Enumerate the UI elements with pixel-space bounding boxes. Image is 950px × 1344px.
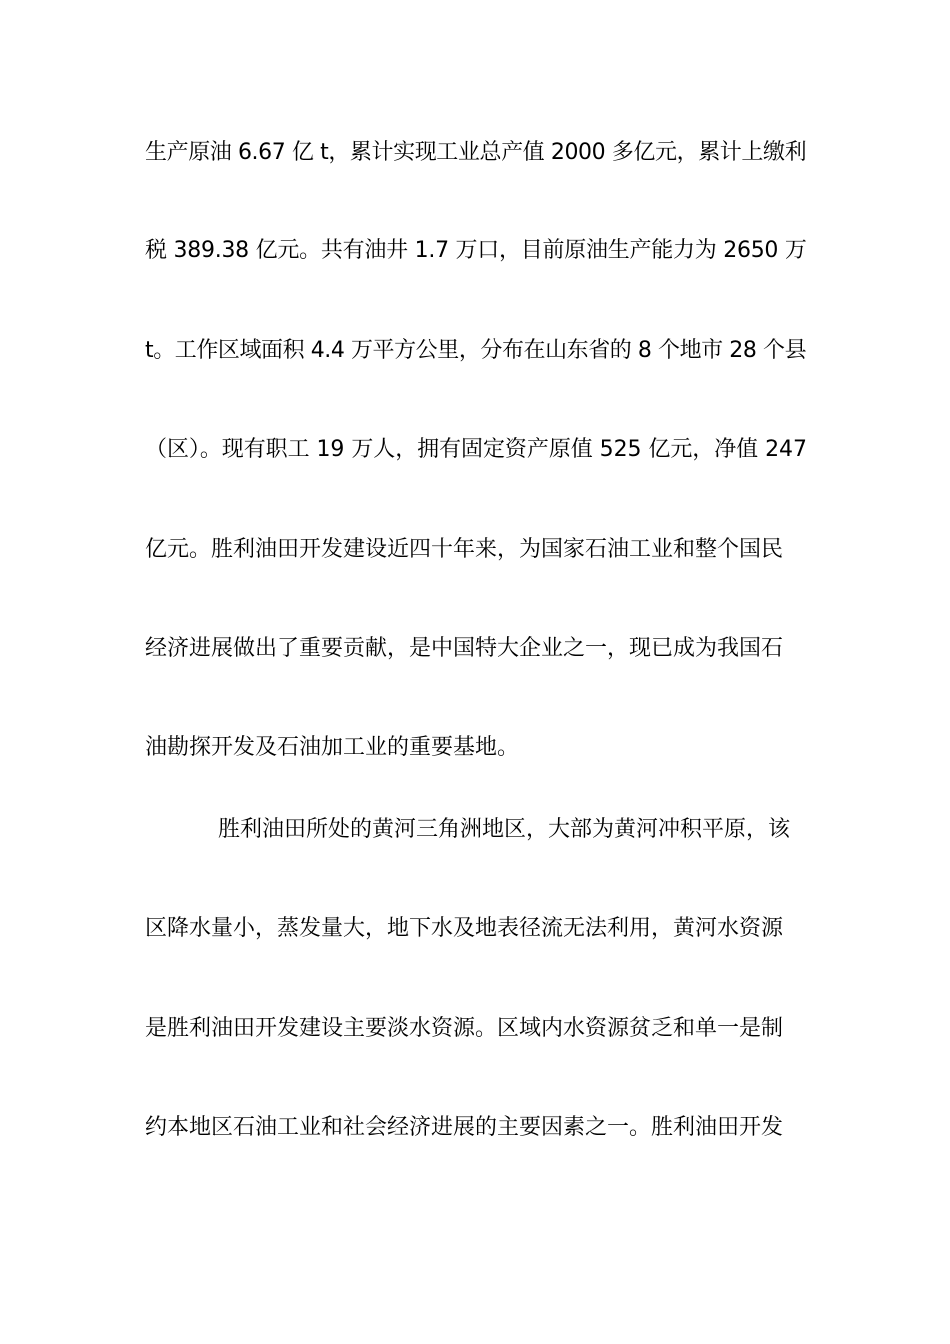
paragraph-1-line-5: 亿元。胜利油田开发建设近四十年来，为国家石油工业和整个国民 xyxy=(145,537,784,562)
paragraph-2-line-3: 是胜利油田开发建设主要淡水资源。区域内水资源贫乏和单一是制 xyxy=(145,1016,784,1041)
paragraph-1-line-7: 油勘探开发及石油加工业的重要基地。 xyxy=(145,735,520,760)
paragraph-1-line-3: t。工作区域面积 4.4 万平方公里，分布在山东省的 8 个地市 28 个县 xyxy=(145,338,807,363)
paragraph-1-line-6: 经济进展做出了重要贡献，是中国特大企业之一，现已成为我国石 xyxy=(145,636,784,661)
paragraph-1-line-4: （区）。现有职工 19 万人，拥有固定资产原值 525 亿元，净值 247 xyxy=(145,437,807,462)
paragraph-2-line-1: 胜利油田所处的黄河三角洲地区，大部为黄河冲积平原，该 xyxy=(218,817,791,842)
paragraph-2-line-4: 约本地区石油工业和社会经济进展的主要因素之一。胜利油田开发 xyxy=(145,1115,784,1140)
paragraph-1-line-2: 税 389.38 亿元。共有油井 1.7 万口，目前原油生产能力为 2650 万 xyxy=(145,238,807,263)
paragraph-2-line-2: 区降水量小，蒸发量大，地下水及地表径流无法利用，黄河水资源 xyxy=(145,916,784,941)
paragraph-1-line-1: 生产原油 6.67 亿 t，累计实现工业总产值 2000 多亿元，累计上缴利 xyxy=(145,140,807,165)
